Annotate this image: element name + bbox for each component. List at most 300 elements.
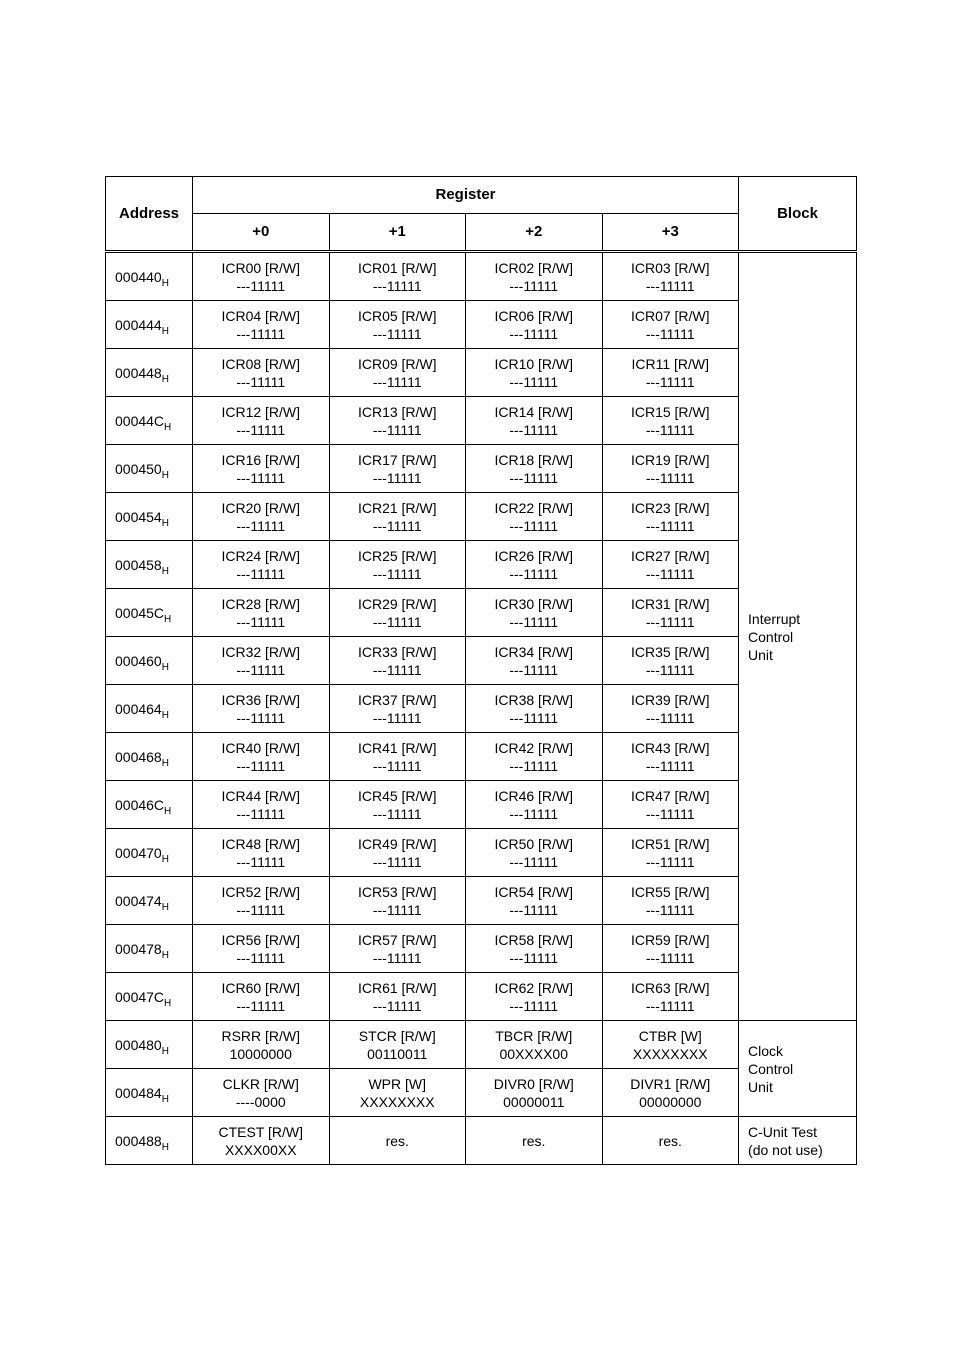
register-map-table	[105, 176, 857, 1165]
register-reset-value: ---11111	[372, 421, 422, 438]
register-reset-value: ---11111	[645, 565, 695, 582]
register-cell	[466, 1069, 603, 1117]
table-row	[106, 1021, 857, 1069]
address-cell	[106, 301, 193, 349]
register-reset-value: ---11111	[645, 853, 695, 870]
register-name: ICR28 [R/W]	[221, 595, 301, 612]
register-name: ICR50 [R/W]	[494, 835, 574, 852]
register-reset-value: ---11111	[645, 517, 695, 534]
register-name: ICR07 [R/W]	[630, 307, 710, 324]
address-value: 000488	[115, 1132, 162, 1149]
register-name: ICR61 [R/W]	[357, 979, 437, 996]
register-reset-value: ---11111	[509, 853, 559, 870]
register-name: ICR40 [R/W]	[221, 739, 301, 756]
register-cell	[602, 1021, 739, 1069]
address-value: 000484	[115, 1084, 162, 1101]
register-cell	[466, 252, 603, 301]
register-name: ICR53 [R/W]	[357, 883, 437, 900]
register-name: ICR03 [R/W]	[630, 259, 710, 276]
register-reset-value: ---11111	[509, 277, 559, 294]
register-reset-value: ---11111	[645, 277, 695, 294]
register-cell	[466, 637, 603, 685]
address-value: 00045C	[115, 604, 165, 621]
register-name: DIVR0 [R/W]	[493, 1075, 574, 1092]
block-label-line: C-Unit Test	[748, 1123, 818, 1140]
register-cell	[193, 637, 330, 685]
address-cell	[106, 589, 193, 637]
register-cell	[329, 1021, 466, 1069]
register-reset-value: XXXXXXXX	[359, 1093, 435, 1110]
register-cell	[329, 781, 466, 829]
register-name: ICR16 [R/W]	[221, 451, 301, 468]
register-cell	[193, 349, 330, 397]
address-cell	[106, 973, 193, 1021]
register-reset-value: ---11111	[645, 469, 695, 486]
register-cell	[602, 301, 739, 349]
register-name: ICR54 [R/W]	[494, 883, 574, 900]
register-name: ICR34 [R/W]	[494, 643, 574, 660]
register-cell	[602, 349, 739, 397]
register-cell	[602, 589, 739, 637]
register-reset-value: ---11111	[236, 613, 286, 630]
address-cell	[106, 493, 193, 541]
register-reset-value: ---11111	[236, 997, 286, 1014]
register-cell	[329, 1069, 466, 1117]
register-cell	[602, 973, 739, 1021]
hex-suffix: H	[161, 469, 169, 481]
register-name: ICR42 [R/W]	[494, 739, 574, 756]
register-cell	[193, 733, 330, 781]
register-cell	[193, 397, 330, 445]
register-name: ICR60 [R/W]	[221, 979, 301, 996]
register-reset-value: ---11111	[236, 325, 286, 342]
register-name: ICR59 [R/W]	[630, 931, 710, 948]
register-cell	[466, 973, 603, 1021]
register-name: ICR47 [R/W]	[630, 787, 710, 804]
register-reset-value: ---11111	[509, 421, 559, 438]
register-cell	[602, 925, 739, 973]
register-reset-value: ---11111	[236, 661, 286, 678]
block-label-line: Control	[748, 1060, 794, 1077]
register-name: ICR17 [R/W]	[357, 451, 437, 468]
register-name: res.	[658, 1132, 682, 1149]
register-cell	[329, 733, 466, 781]
register-reset-value: ---11111	[236, 517, 286, 534]
register-cell	[602, 445, 739, 493]
address-value: 000454	[115, 508, 162, 525]
block-cell	[739, 1117, 857, 1165]
register-cell	[466, 685, 603, 733]
hex-suffix: H	[161, 757, 169, 769]
hex-suffix: H	[161, 1045, 169, 1057]
offset-header-2: +2	[466, 214, 603, 252]
register-cell	[466, 829, 603, 877]
register-reset-value: ---11111	[236, 565, 286, 582]
address-cell	[106, 252, 193, 301]
register-reset-value: ---11111	[372, 469, 422, 486]
register-reset-value: XXXX00XX	[224, 1141, 297, 1158]
register-reset-value: ---11111	[645, 997, 695, 1014]
hex-suffix: H	[161, 901, 169, 913]
register-cell	[193, 1021, 330, 1069]
register-cell	[329, 637, 466, 685]
register-name: ICR25 [R/W]	[357, 547, 437, 564]
register-cell	[602, 493, 739, 541]
register-cell	[602, 829, 739, 877]
register-cell	[193, 493, 330, 541]
register-name: ICR37 [R/W]	[357, 691, 437, 708]
register-cell	[466, 733, 603, 781]
register-reset-value: ---11111	[645, 949, 695, 966]
block-label-line: Unit	[748, 1078, 773, 1095]
register-cell	[193, 925, 330, 973]
register-name: CTEST [R/W]	[218, 1123, 304, 1140]
register-name: ICR27 [R/W]	[630, 547, 710, 564]
address-header: Address	[106, 177, 193, 252]
register-name: DIVR1 [R/W]	[630, 1075, 711, 1092]
register-name: ICR00 [R/W]	[221, 259, 301, 276]
register-cell	[193, 589, 330, 637]
register-name: ICR12 [R/W]	[221, 403, 301, 420]
register-header: Register	[193, 177, 739, 214]
register-name: ICR05 [R/W]	[357, 307, 437, 324]
register-cell	[329, 349, 466, 397]
register-reset-value: ---11111	[236, 373, 286, 390]
register-cell	[466, 493, 603, 541]
register-name: CTBR [W]	[638, 1027, 702, 1044]
address-cell	[106, 1069, 193, 1117]
address-cell	[106, 829, 193, 877]
register-name: ICR19 [R/W]	[630, 451, 710, 468]
register-name: ICR06 [R/W]	[494, 307, 574, 324]
address-value: 000480	[115, 1036, 162, 1053]
register-name: ICR45 [R/W]	[357, 787, 437, 804]
register-reset-value: ---11111	[236, 421, 286, 438]
register-name: ICR43 [R/W]	[630, 739, 710, 756]
register-name: res.	[385, 1132, 409, 1149]
register-cell	[466, 1021, 603, 1069]
hex-suffix: H	[161, 949, 169, 961]
table-row	[106, 1117, 857, 1165]
register-cell	[602, 1117, 739, 1165]
register-reset-value: ---11111	[236, 853, 286, 870]
offset-header-0: +0	[193, 214, 330, 252]
register-cell	[329, 877, 466, 925]
hex-suffix: H	[164, 421, 172, 433]
address-value: 000464	[115, 700, 162, 717]
block-label-line: Unit	[748, 646, 773, 663]
table-body	[106, 252, 857, 1165]
register-reset-value: ---11111	[372, 373, 422, 390]
register-reset-value: ---11111	[509, 997, 559, 1014]
address-cell	[106, 1117, 193, 1165]
register-reset-value: ---11111	[236, 709, 286, 726]
register-name: RSRR [R/W]	[221, 1027, 301, 1044]
register-cell	[193, 781, 330, 829]
register-cell	[193, 252, 330, 301]
register-name: ICR22 [R/W]	[494, 499, 574, 516]
address-value: 000474	[115, 892, 162, 909]
register-name: ICR01 [R/W]	[357, 259, 437, 276]
register-cell	[329, 252, 466, 301]
register-reset-value: ---11111	[509, 613, 559, 630]
hex-suffix: H	[161, 709, 169, 721]
register-reset-value: ---11111	[645, 325, 695, 342]
register-cell	[329, 445, 466, 493]
register-reset-value: ---11111	[509, 709, 559, 726]
register-cell	[466, 541, 603, 589]
register-cell	[466, 925, 603, 973]
register-name: ICR32 [R/W]	[221, 643, 301, 660]
register-cell	[466, 301, 603, 349]
register-reset-value: ---11111	[372, 757, 422, 774]
register-cell	[329, 973, 466, 1021]
hex-suffix: H	[161, 373, 169, 385]
address-value: 000468	[115, 748, 162, 765]
register-name: ICR33 [R/W]	[357, 643, 437, 660]
register-reset-value: 00000011	[503, 1093, 565, 1110]
register-cell	[329, 829, 466, 877]
register-cell	[193, 301, 330, 349]
address-cell	[106, 925, 193, 973]
register-name: ICR18 [R/W]	[494, 451, 574, 468]
register-reset-value: ---11111	[372, 325, 422, 342]
register-reset-value: ---11111	[372, 853, 422, 870]
register-name: res.	[522, 1132, 546, 1149]
register-reset-value: ---11111	[645, 757, 695, 774]
register-name: ICR35 [R/W]	[630, 643, 710, 660]
register-cell	[329, 685, 466, 733]
register-cell	[602, 637, 739, 685]
address-value: 00044C	[115, 412, 165, 429]
hex-suffix: H	[161, 853, 169, 865]
register-name: ICR31 [R/W]	[630, 595, 710, 612]
register-name: ICR55 [R/W]	[630, 883, 710, 900]
register-name: ICR08 [R/W]	[221, 355, 301, 372]
register-reset-value: ---11111	[372, 901, 422, 918]
register-reset-value: 00XXXX00	[499, 1045, 568, 1062]
register-reset-value: ---11111	[509, 373, 559, 390]
register-cell	[329, 1117, 466, 1165]
register-reset-value: ---11111	[372, 517, 422, 534]
register-reset-value: ---11111	[509, 949, 559, 966]
register-name: ICR51 [R/W]	[630, 835, 710, 852]
register-cell	[602, 733, 739, 781]
register-cell	[602, 781, 739, 829]
register-name: ICR41 [R/W]	[357, 739, 437, 756]
register-name: ICR09 [R/W]	[357, 355, 437, 372]
register-reset-value: ---11111	[509, 517, 559, 534]
register-cell	[329, 493, 466, 541]
address-value: 000478	[115, 940, 162, 957]
register-name: ICR58 [R/W]	[494, 931, 574, 948]
register-name: ICR44 [R/W]	[221, 787, 301, 804]
register-reset-value: ---11111	[509, 661, 559, 678]
register-cell	[466, 1117, 603, 1165]
register-cell	[193, 877, 330, 925]
register-name: ICR15 [R/W]	[630, 403, 710, 420]
register-name: ICR38 [R/W]	[494, 691, 574, 708]
register-name: ICR23 [R/W]	[630, 499, 710, 516]
register-cell	[329, 925, 466, 973]
address-cell	[106, 637, 193, 685]
register-cell	[466, 349, 603, 397]
address-cell	[106, 1021, 193, 1069]
register-name: ICR10 [R/W]	[494, 355, 574, 372]
register-name: ICR36 [R/W]	[221, 691, 301, 708]
hex-suffix: H	[161, 661, 169, 673]
register-reset-value: ---11111	[236, 757, 286, 774]
register-cell	[193, 829, 330, 877]
register-cell	[329, 541, 466, 589]
register-reset-value: ---11111	[236, 901, 286, 918]
register-name: ICR56 [R/W]	[221, 931, 301, 948]
address-cell	[106, 541, 193, 589]
hex-suffix: H	[161, 565, 169, 577]
register-name: ICR49 [R/W]	[357, 835, 437, 852]
hex-suffix: H	[161, 1141, 169, 1153]
register-reset-value: ---11111	[645, 709, 695, 726]
register-reset-value: ---11111	[372, 709, 422, 726]
block-cell	[739, 252, 857, 1021]
offset-header-1: +1	[329, 214, 466, 252]
hex-suffix: H	[164, 613, 172, 625]
address-value: 000440	[115, 268, 162, 285]
register-reset-value: ---11111	[372, 613, 422, 630]
block-label-line: Interrupt	[748, 610, 801, 627]
address-cell	[106, 349, 193, 397]
register-cell	[193, 1069, 330, 1117]
register-reset-value: ---11111	[372, 997, 422, 1014]
register-reset-value: ----0000	[235, 1093, 286, 1110]
register-name: ICR46 [R/W]	[494, 787, 574, 804]
register-cell	[329, 301, 466, 349]
register-reset-value: ---11111	[236, 949, 286, 966]
block-label-line: (do not use)	[748, 1141, 823, 1158]
register-name: STCR [R/W]	[358, 1027, 436, 1044]
register-reset-value: ---11111	[645, 901, 695, 918]
address-value: 000444	[115, 316, 162, 333]
address-value: 000458	[115, 556, 162, 573]
address-cell	[106, 781, 193, 829]
address-cell	[106, 733, 193, 781]
register-reset-value: 00000000	[639, 1093, 702, 1110]
block-header: Block	[739, 177, 857, 252]
register-name: ICR29 [R/W]	[357, 595, 437, 612]
register-name: ICR13 [R/W]	[357, 403, 437, 420]
register-reset-value: ---11111	[372, 277, 422, 294]
block-label-line: Clock	[748, 1042, 784, 1059]
hex-suffix: H	[161, 325, 169, 337]
hex-suffix: H	[161, 277, 169, 289]
address-value: 00047C	[115, 988, 165, 1005]
register-name: ICR11 [R/W]	[631, 355, 710, 372]
address-value: 000460	[115, 652, 162, 669]
register-reset-value: ---11111	[236, 277, 286, 294]
address-cell	[106, 685, 193, 733]
address-value: 000470	[115, 844, 162, 861]
register-cell	[602, 541, 739, 589]
register-name: ICR02 [R/W]	[494, 259, 574, 276]
register-reset-value: ---11111	[509, 325, 559, 342]
offset-header-3: +3	[602, 214, 739, 252]
register-reset-value: ---11111	[645, 613, 695, 630]
register-cell	[193, 973, 330, 1021]
register-reset-value: ---11111	[509, 757, 559, 774]
register-name: ICR30 [R/W]	[494, 595, 574, 612]
register-cell	[193, 685, 330, 733]
register-name: ICR48 [R/W]	[221, 835, 301, 852]
register-reset-value: ---11111	[372, 565, 422, 582]
register-name: CLKR [R/W]	[222, 1075, 299, 1092]
register-reset-value: 00110011	[367, 1045, 428, 1062]
register-cell	[466, 445, 603, 493]
block-cell	[739, 1021, 857, 1117]
register-reset-value: ---11111	[509, 901, 559, 918]
register-cell	[466, 877, 603, 925]
hex-suffix: H	[164, 805, 172, 817]
address-cell	[106, 397, 193, 445]
register-cell	[193, 541, 330, 589]
register-name: WPR [W]	[368, 1075, 427, 1092]
register-reset-value: XXXXXXXX	[632, 1045, 708, 1062]
address-cell	[106, 445, 193, 493]
register-name: ICR63 [R/W]	[630, 979, 710, 996]
register-cell	[466, 397, 603, 445]
register-name: ICR26 [R/W]	[494, 547, 574, 564]
register-cell	[602, 252, 739, 301]
register-cell	[602, 397, 739, 445]
block-label-line: Control	[748, 628, 794, 645]
register-name: ICR57 [R/W]	[357, 931, 437, 948]
register-name: ICR04 [R/W]	[221, 307, 301, 324]
register-cell	[602, 877, 739, 925]
address-cell	[106, 877, 193, 925]
register-reset-value: ---11111	[372, 661, 422, 678]
register-cell	[329, 589, 466, 637]
register-cell	[193, 1117, 330, 1165]
register-cell	[602, 1069, 739, 1117]
register-name: ICR24 [R/W]	[221, 547, 301, 564]
hex-suffix: H	[161, 517, 169, 529]
register-cell	[466, 781, 603, 829]
register-name: ICR52 [R/W]	[221, 883, 301, 900]
register-reset-value: ---11111	[645, 661, 695, 678]
address-value: 00046C	[115, 796, 165, 813]
hex-suffix: H	[164, 997, 172, 1009]
register-reset-value: ---11111	[236, 469, 286, 486]
register-name: ICR20 [R/W]	[221, 499, 301, 516]
table-row	[106, 252, 857, 301]
table-header	[106, 177, 857, 252]
register-reset-value: ---11111	[372, 805, 422, 822]
register-reset-value: ---11111	[645, 421, 695, 438]
register-cell	[193, 445, 330, 493]
address-value: 000448	[115, 364, 162, 381]
register-name: ICR21 [R/W]	[357, 499, 437, 516]
register-cell	[466, 589, 603, 637]
hex-suffix: H	[161, 1093, 169, 1105]
register-name: TBCR [R/W]	[495, 1027, 573, 1044]
address-value: 000450	[115, 460, 162, 477]
register-reset-value: ---11111	[509, 469, 559, 486]
register-reset-value: ---11111	[645, 373, 695, 390]
register-reset-value: ---11111	[372, 949, 422, 966]
register-reset-value: ---11111	[236, 805, 286, 822]
register-reset-value: ---11111	[509, 805, 559, 822]
register-name: ICR62 [R/W]	[494, 979, 574, 996]
register-reset-value: ---11111	[645, 805, 695, 822]
